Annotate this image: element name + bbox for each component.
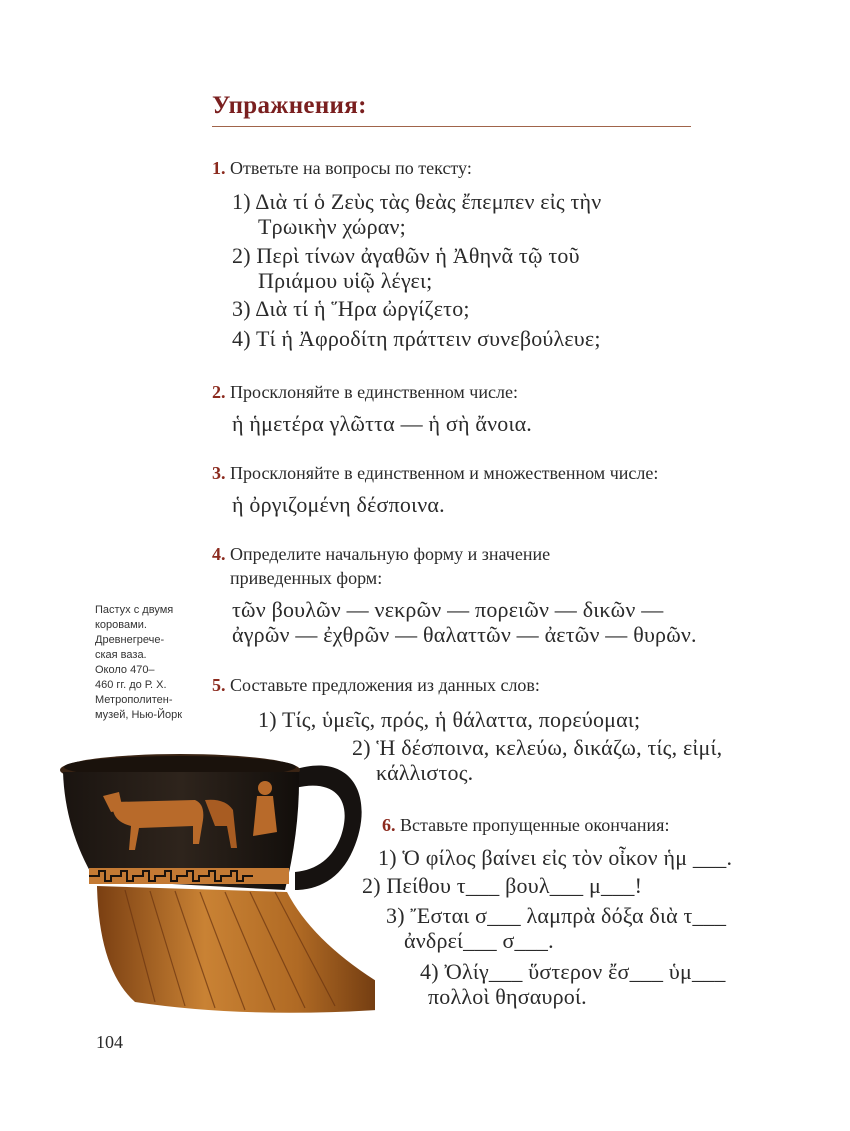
task-6-line: ἀνδρεί___ σ___. [404, 928, 554, 953]
caption-line: Древнегрече- [95, 634, 165, 646]
task-6-line: 4) Ὀλίγ___ ὕστερον ἔσ___ ὑμ___ [420, 959, 726, 984]
task-2-number: 2. [212, 382, 226, 402]
page-number: 104 [96, 1032, 123, 1052]
task-6-line: πολλοὶ θησαυροί. [428, 984, 587, 1009]
caption-line: Около 470– [95, 664, 155, 676]
task-6-line: 1) Ὁ φίλος βαίνει εἰς τὸν οἶκον ἡμ ___. [378, 845, 733, 870]
task-6-line: 3) Ἔσται σ___ λαμπρὰ δόξα διὰ τ___ [386, 903, 727, 928]
task-4-line: τῶν βουλῶν — νεκρῶν — πορειῶν — δικῶν — [232, 597, 664, 622]
task-3-line: ἡ ὀργιζομένη δέσποινα. [232, 492, 445, 517]
task-5-text: Составьте предложения из данных слов: [230, 675, 540, 695]
task-5-number: 5. [212, 675, 226, 695]
task-4-text: Определите начальную форму и значение [230, 544, 551, 564]
image-caption [95, 603, 205, 723]
caption-line: музей, Нью-Йорк [95, 709, 183, 721]
task-4-text-cont: приведенных форм: [230, 568, 383, 588]
task-6-number: 6. [382, 815, 396, 835]
task-3-heading [212, 463, 658, 484]
task-1-line: 2) Περὶ τίνων ἀγαθῶν ἡ Ἀθηνᾶ τῷ τοῦ [232, 243, 580, 268]
task-1-line: Τρωικὴν χώραν; [258, 214, 406, 239]
task-2-text: Просклоняйте в единственном числе: [230, 382, 518, 402]
task-1-text: Ответьте на вопросы по тексту: [230, 158, 472, 178]
task-5-line: 2) Ἡ δέσποινα, κελεύω, δικάζω, τίς, εἰμί, [352, 735, 723, 760]
greek-vase-image [55, 740, 375, 1020]
task-4-heading [212, 544, 550, 565]
task-1-line: 4) Τί ἡ Ἀφροδίτη πράττειν συνεβούλευε; [232, 326, 601, 351]
task-2-line: ἡ ἡμετέρα γλῶττα — ἡ σὴ ἄνοια. [232, 411, 532, 436]
task-6-line: 2) Πείθου τ___ βουλ___ μ___! [362, 873, 643, 898]
task-4-number: 4. [212, 544, 226, 564]
caption-line: Пастух с двумя [95, 604, 174, 616]
caption-line: коровами. [95, 619, 147, 631]
task-3-number: 3. [212, 463, 226, 483]
task-1-number: 1. [212, 158, 226, 178]
task-5-line: 1) Τίς, ὑμεῖς, πρός, ἡ θάλαττα, πορεύομαι; [258, 707, 641, 732]
task-3-text: Просклоняйте в единственном и множественном числе: [230, 463, 659, 483]
task-1-line: 3) Διὰ τί ἡ Ἥρα ὠργίζετο; [232, 296, 470, 321]
task-1-line: Πριάμου υἱῷ λέγει; [258, 268, 433, 293]
task-1-line: 1) Διὰ τί ὁ Ζεὺς τὰς θεὰς ἔπεμπεν εἰς τὴν [232, 189, 602, 214]
title-divider [212, 126, 691, 127]
task-2-heading [212, 382, 518, 403]
caption-line: Метрополитен- [95, 694, 173, 706]
task-5-line: κάλλιστος. [376, 760, 474, 785]
caption-line: 460 гг. до Р. Х. [95, 679, 167, 691]
task-6-heading [382, 815, 669, 836]
task-5-heading [212, 675, 540, 696]
caption-line: ская ваза. [95, 649, 147, 661]
page-title: Упражнения: [212, 92, 367, 119]
task-6-text: Вставьте пропущенные окончания: [400, 815, 670, 835]
task-1-heading [212, 158, 472, 179]
task-4-line: ἀγρῶν — ἐχθρῶν — θαλαττῶν — ἀετῶν — θυρῶν. [232, 622, 697, 647]
